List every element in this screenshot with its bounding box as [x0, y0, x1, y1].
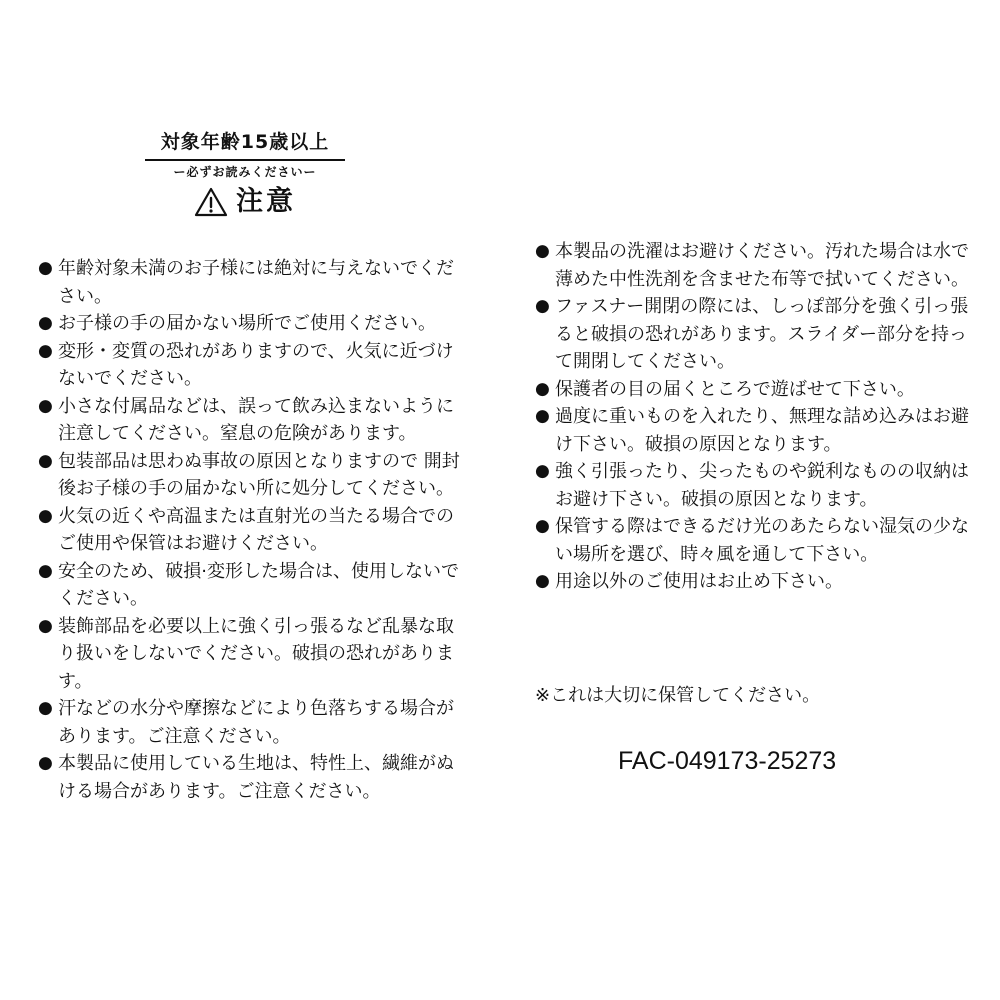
bullet-icon: ●	[535, 516, 550, 536]
caution-item-text: 安全のため、破損·変形した場合は、使用しないでください。	[58, 560, 459, 609]
caution-item-text: 本製品の洗濯はお避けください。汚れた場合は水で薄めた中性洗剤を含ませた布等で拭いてください。	[555, 241, 969, 290]
bullet-icon: ●	[535, 378, 550, 399]
bullet-icon: ●	[38, 340, 53, 361]
bullet-icon: ●	[535, 406, 550, 426]
caution-item	[38, 393, 468, 448]
caution-item	[535, 293, 975, 376]
caution-item-text: 汗などの水分や摩擦などにより色落ちする場合があります。ご注意ください。	[58, 698, 454, 747]
caution-item	[535, 568, 975, 596]
caution-title: 注意	[236, 186, 296, 217]
caution-item	[38, 448, 468, 503]
caution-item-text: 本製品に使用している生地は、特性上、繊維がぬける場合があります。ご注意ください。	[58, 753, 454, 802]
warning-triangle-icon	[194, 187, 228, 217]
product-code: FAC-049173-25273	[618, 747, 837, 775]
bullet-icon: ●	[38, 615, 53, 636]
bullet-icon: ●	[38, 753, 53, 773]
caution-item-text: 包装部品は思わぬ事故の原因となりますので 開封後お子様の手の届かない所に処分してください。	[58, 450, 460, 499]
bullet-icon: ●	[38, 698, 53, 718]
please-read-note: ー必ずお読みくださいー	[173, 165, 317, 179]
caution-item-text: 保管する際はできるだけ光のあたらない湿気の少ない場所を選び、時々風を通して下さい。	[555, 516, 969, 565]
caution-item-text: 変形・変質の恐れがありますので、火気に近づけないでください。	[58, 340, 454, 389]
caution-item	[535, 513, 975, 568]
notice-header	[140, 128, 350, 218]
caution-item-text: ファスナー開閉の際には、しっぽ部分を強く引っ張ると破損の恐れがあります。スライダー部分を持って開閉してください。	[555, 296, 969, 372]
caution-item-text: 用途以外のご使用はお止め下さい。	[555, 571, 843, 592]
caution-item	[38, 613, 468, 696]
bullet-icon: ●	[535, 241, 550, 261]
caution-item-text: 火気の近くや高温または直射光の当たる場合でのご使用や保管はお避けください。	[58, 505, 454, 554]
bullet-icon: ●	[38, 450, 53, 471]
bullet-icon: ●	[535, 296, 550, 316]
caution-list-right	[535, 238, 975, 596]
caution-item	[38, 750, 468, 805]
caution-item-text: お子様の手の届かない場所でご使用ください。	[58, 313, 436, 334]
keep-notice: ※これは大切に保管してください。	[535, 685, 821, 706]
caution-item	[535, 238, 975, 293]
bullet-icon: ●	[38, 258, 53, 278]
caution-item	[535, 403, 975, 458]
bullet-icon: ●	[38, 395, 53, 416]
caution-item-text: 保護者の目の届くところで遊ばせて下さい。	[555, 378, 915, 400]
caution-list-left	[38, 255, 468, 805]
bullet-icon: ●	[38, 560, 53, 581]
caution-item-text: 強く引張ったり、尖ったものや鋭利なものの収納はお避け下さい。破損の原因となります。	[555, 461, 969, 510]
caution-item	[38, 255, 468, 310]
caution-item-text: 年齢対象未満のお子様には絶対に与えないでください。	[58, 258, 454, 307]
caution-item-text: 過度に重いものを入れたり、無理な詰め込みはお避け下さい。破損の原因となります。	[555, 406, 969, 455]
bullet-icon: ●	[535, 571, 550, 591]
caution-item-text: 装飾部品を必要以上に強く引っ張るなど乱暴な取り扱いをしないでください。破損の恐れがあります。	[58, 615, 454, 692]
bullet-icon: ●	[38, 505, 53, 526]
caution-heading	[140, 186, 350, 218]
bullet-icon: ●	[38, 313, 53, 333]
caution-item	[38, 338, 468, 393]
caution-item	[38, 310, 468, 338]
caution-item	[535, 458, 975, 513]
caution-item	[38, 695, 468, 750]
caution-item	[38, 558, 468, 613]
caution-item	[38, 503, 468, 558]
target-age-title: 対象年齢15歳以上	[145, 128, 345, 161]
bullet-icon: ●	[535, 461, 550, 481]
caution-item-text: 小さな付属品などは、誤って飲み込まないように注意してください。窒息の危険があります。	[58, 395, 454, 444]
caution-item	[535, 376, 975, 404]
